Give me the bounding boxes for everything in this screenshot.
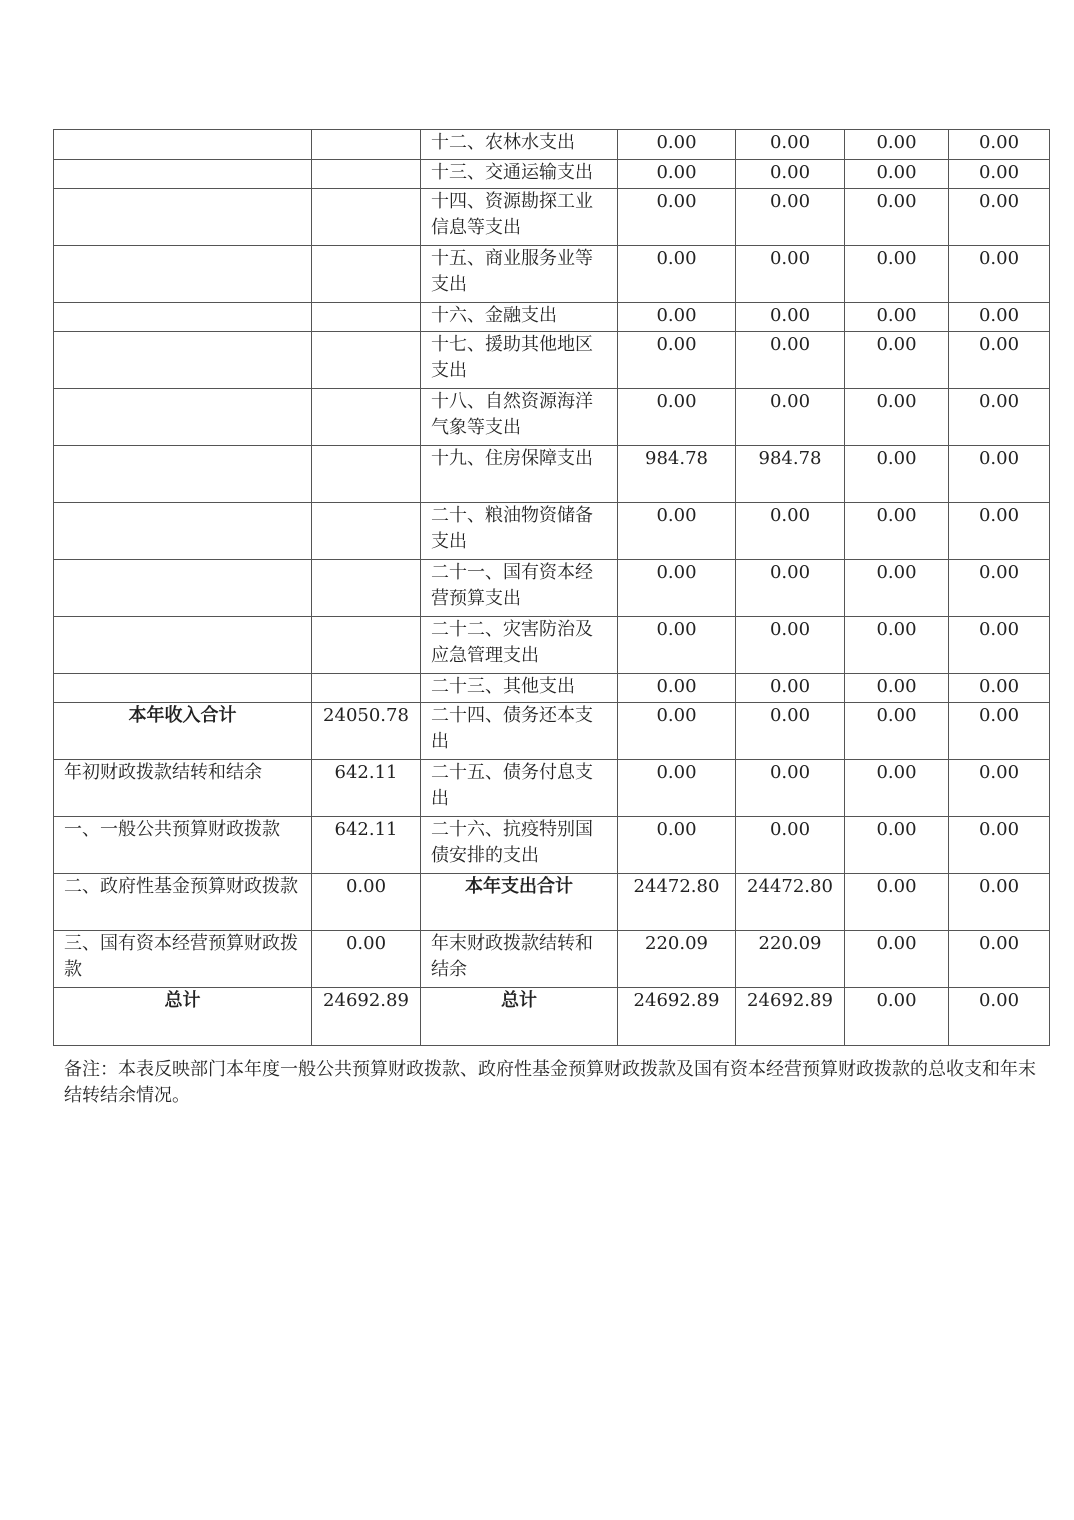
- income-value: [312, 617, 421, 674]
- expense-label: 十三、交通运输支出: [421, 160, 618, 189]
- income-value: [312, 246, 421, 303]
- table-row: [54, 560, 1050, 617]
- income-label: [54, 560, 312, 617]
- income-label: [54, 389, 312, 446]
- table-row: [54, 674, 1050, 703]
- expense-value-1: 984.78: [618, 446, 736, 503]
- expense-value-1: 24692.89: [618, 988, 736, 1046]
- income-value: 0.00: [312, 874, 421, 931]
- expense-value-2: 0.00: [736, 817, 845, 874]
- expense-value-1: 0.00: [618, 703, 736, 760]
- expense-label: 十六、金融支出: [421, 303, 618, 332]
- table-row: [54, 160, 1050, 189]
- expense-value-2: 0.00: [736, 189, 845, 246]
- expense-value-1: 0.00: [618, 674, 736, 703]
- income-value: [312, 303, 421, 332]
- table-row: [54, 988, 1050, 1046]
- expense-label: 二十六、抗疫特别国债安排的支出: [421, 817, 618, 874]
- expense-value-4: 0.00: [949, 760, 1050, 817]
- income-value: [312, 446, 421, 503]
- expense-value-4: 0.00: [949, 303, 1050, 332]
- expense-value-4: 0.00: [949, 703, 1050, 760]
- income-label: 本年收入合计: [54, 703, 312, 760]
- expense-value-1: 0.00: [618, 760, 736, 817]
- expense-value-1: 0.00: [618, 189, 736, 246]
- expense-value-2: 0.00: [736, 674, 845, 703]
- income-label: [54, 189, 312, 246]
- income-label: 年初财政拨款结转和结余: [54, 760, 312, 817]
- expense-value-2: 0.00: [736, 703, 845, 760]
- expense-value-2: 0.00: [736, 389, 845, 446]
- expense-value-1: 0.00: [618, 160, 736, 189]
- expense-value-1: 0.00: [618, 130, 736, 160]
- expense-value-1: 0.00: [618, 303, 736, 332]
- expense-value-3: 0.00: [845, 617, 949, 674]
- expense-value-4: 0.00: [949, 674, 1050, 703]
- expense-value-4: 0.00: [949, 332, 1050, 389]
- income-label: [54, 303, 312, 332]
- expense-value-2: 0.00: [736, 560, 845, 617]
- income-value: [312, 389, 421, 446]
- table-row: [54, 389, 1050, 446]
- income-value: 24692.89: [312, 988, 421, 1046]
- expense-value-3: 0.00: [845, 988, 949, 1046]
- income-value: [312, 130, 421, 160]
- expense-value-3: 0.00: [845, 246, 949, 303]
- expense-value-1: 24472.80: [618, 874, 736, 931]
- income-value: [312, 503, 421, 560]
- table-row: [54, 874, 1050, 931]
- expense-value-3: 0.00: [845, 446, 949, 503]
- expense-value-4: 0.00: [949, 617, 1050, 674]
- expense-label: 二十二、灾害防治及应急管理支出: [421, 617, 618, 674]
- expense-value-2: 0.00: [736, 332, 845, 389]
- budget-table: [53, 129, 1050, 1046]
- expense-value-4: 0.00: [949, 246, 1050, 303]
- income-value: [312, 674, 421, 703]
- expense-value-3: 0.00: [845, 560, 949, 617]
- expense-label: 总计: [421, 988, 618, 1046]
- income-value: 0.00: [312, 931, 421, 988]
- expense-value-1: 0.00: [618, 560, 736, 617]
- income-value: [312, 560, 421, 617]
- expense-value-2: 24692.89: [736, 988, 845, 1046]
- expense-value-2: 0.00: [736, 160, 845, 189]
- income-label: [54, 617, 312, 674]
- expense-value-1: 220.09: [618, 931, 736, 988]
- expense-value-4: 0.00: [949, 817, 1050, 874]
- expense-value-2: 24472.80: [736, 874, 845, 931]
- income-label: [54, 160, 312, 189]
- income-label: [54, 130, 312, 160]
- table-row: [54, 617, 1050, 674]
- expense-label: 年末财政拨款结转和结余: [421, 931, 618, 988]
- expense-value-3: 0.00: [845, 160, 949, 189]
- expense-value-3: 0.00: [845, 189, 949, 246]
- income-label: [54, 674, 312, 703]
- table-row: [54, 703, 1050, 760]
- expense-label: 十九、住房保障支出: [421, 446, 618, 503]
- income-label: 三、国有资本经营预算财政拨款: [54, 931, 312, 988]
- expense-value-3: 0.00: [845, 931, 949, 988]
- expense-value-1: 0.00: [618, 817, 736, 874]
- expense-value-3: 0.00: [845, 303, 949, 332]
- income-label: [54, 503, 312, 560]
- expense-value-2: 0.00: [736, 617, 845, 674]
- table-row: [54, 931, 1050, 988]
- expense-label: 十二、农林水支出: [421, 130, 618, 160]
- expense-label: 二十四、债务还本支出: [421, 703, 618, 760]
- expense-value-2: 0.00: [736, 503, 845, 560]
- expense-value-2: 0.00: [736, 246, 845, 303]
- expense-value-4: 0.00: [949, 560, 1050, 617]
- income-label: [54, 246, 312, 303]
- expense-value-3: 0.00: [845, 130, 949, 160]
- income-value: 642.11: [312, 760, 421, 817]
- income-value: [312, 189, 421, 246]
- expense-value-4: 0.00: [949, 130, 1050, 160]
- expense-label: 十四、资源勘探工业信息等支出: [421, 189, 618, 246]
- expense-value-1: 0.00: [618, 617, 736, 674]
- expense-value-4: 0.00: [949, 446, 1050, 503]
- table-row: [54, 446, 1050, 503]
- expense-value-2: 0.00: [736, 130, 845, 160]
- income-label: [54, 332, 312, 389]
- expense-value-3: 0.00: [845, 874, 949, 931]
- income-label: 总计: [54, 988, 312, 1046]
- expense-value-3: 0.00: [845, 503, 949, 560]
- expense-value-2: 0.00: [736, 303, 845, 332]
- expense-value-4: 0.00: [949, 931, 1050, 988]
- income-label: 一、一般公共预算财政拨款: [54, 817, 312, 874]
- expense-label: 十八、自然资源海洋气象等支出: [421, 389, 618, 446]
- expense-value-3: 0.00: [845, 817, 949, 874]
- expense-value-3: 0.00: [845, 760, 949, 817]
- expense-value-3: 0.00: [845, 674, 949, 703]
- income-value: 642.11: [312, 817, 421, 874]
- expense-label: 本年支出合计: [421, 874, 618, 931]
- expense-label: 十七、援助其他地区支出: [421, 332, 618, 389]
- expense-value-1: 0.00: [618, 332, 736, 389]
- income-label: [54, 446, 312, 503]
- expense-value-1: 0.00: [618, 389, 736, 446]
- expense-value-2: 984.78: [736, 446, 845, 503]
- table-row: [54, 817, 1050, 874]
- expense-value-4: 0.00: [949, 160, 1050, 189]
- expense-value-4: 0.00: [949, 189, 1050, 246]
- expense-label: 二十一、国有资本经营预算支出: [421, 560, 618, 617]
- expense-value-1: 0.00: [618, 503, 736, 560]
- table-body: [54, 130, 1050, 1046]
- expense-value-4: 0.00: [949, 988, 1050, 1046]
- table-row: [54, 246, 1050, 303]
- footnote: 备注：本表反映部门本年度一般公共预算财政拨款、政府性基金预算财政拨款及国有资本经营预算财政拨款的总收支和年末结转结余情况。: [64, 1059, 1036, 1106]
- expense-value-2: 220.09: [736, 931, 845, 988]
- income-value: [312, 160, 421, 189]
- table-row: [54, 760, 1050, 817]
- table-row: [54, 332, 1050, 389]
- expense-label: 十五、商业服务业等支出: [421, 246, 618, 303]
- expense-label: 二十、粮油物资储备支出: [421, 503, 618, 560]
- table-row: [54, 189, 1050, 246]
- expense-label: 二十三、其他支出: [421, 674, 618, 703]
- income-value: [312, 332, 421, 389]
- expense-value-4: 0.00: [949, 503, 1050, 560]
- expense-value-4: 0.00: [949, 389, 1050, 446]
- table-row: [54, 303, 1050, 332]
- expense-value-1: 0.00: [618, 246, 736, 303]
- income-value: 24050.78: [312, 703, 421, 760]
- income-label: 二、政府性基金预算财政拨款: [54, 874, 312, 931]
- expense-label: 二十五、债务付息支出: [421, 760, 618, 817]
- expense-value-3: 0.00: [845, 332, 949, 389]
- expense-value-3: 0.00: [845, 389, 949, 446]
- table-row: [54, 130, 1050, 160]
- expense-value-2: 0.00: [736, 760, 845, 817]
- table-row: [54, 503, 1050, 560]
- expense-value-4: 0.00: [949, 874, 1050, 931]
- expense-value-3: 0.00: [845, 703, 949, 760]
